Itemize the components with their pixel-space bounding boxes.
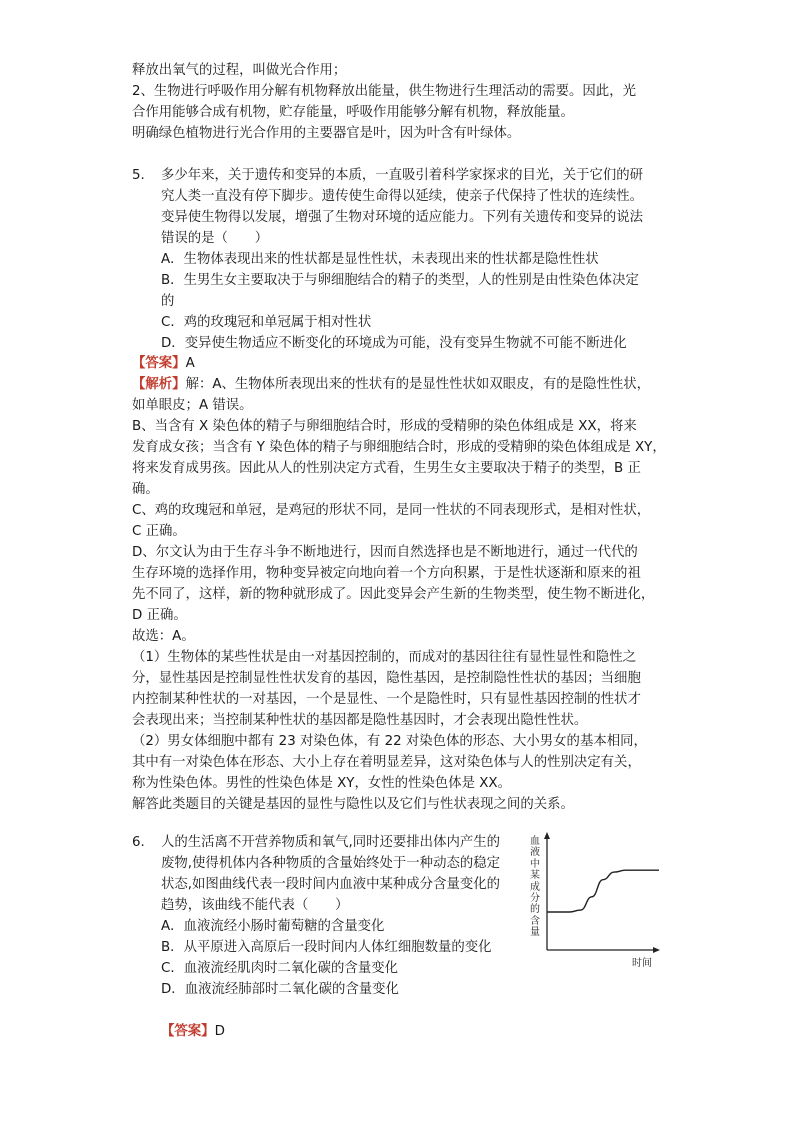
intro-line-2: 2、生物进行呼吸作用分解有机物释放出能量，供生物进行生理活动的需要。因此，光 [132, 84, 636, 99]
content-change-chart [527, 828, 663, 976]
question-6-option-a: A．血液流经小肠时葡萄糖的含量变化 [161, 919, 385, 934]
chart-y-arrow [544, 832, 550, 839]
analysis-line: 分，显性基因是控制显性性状发育的基因，隐性基因，是控制隐性性状的基因；当细胞 [132, 671, 641, 686]
intro-line-3: 合作用能够合成有机物，贮存能量，呼吸作用能够分解有机物，释放能量。 [132, 105, 574, 120]
question-6-option-d: D．血液流经肺部时二氧化碳的含量变化 [161, 982, 399, 997]
analysis-line: （2）男女体细胞中都有 23 对染色体，有 22 对染色体的形态、大小男女的基本相同， [132, 734, 647, 749]
answer-label: 【答案】 [161, 1024, 215, 1039]
question-6-stem-4: 趋势，该曲线不能代表（ ） [161, 898, 349, 913]
analysis-line: 故选：A。 [132, 629, 195, 644]
question-5-stem-1: 多少年来，关于遗传和变异的本质，一直吸引着科学家探求的目光，关于它们的研 [161, 168, 644, 183]
chart-series-line [547, 870, 659, 912]
question-5-option-a: A．生物体表现出来的性状都是显性性状，未表现出来的性状都是隐性性状 [161, 252, 599, 267]
question-6-stem-2: 废物,使得机体内各种物质的含量始终处于一种动态的稳定 [161, 856, 501, 871]
question-6-stem-1: 人的生活离不开营养物质和氧气,同时还要排出体内产生的 [161, 835, 501, 850]
question-5-option-b-cont: 的 [161, 294, 175, 309]
answer-value: D [214, 1024, 225, 1039]
analysis-label: 【解析】 [132, 377, 186, 392]
analysis-line: 其中有一对染色体在形态、大小上存在着明显差异，这对染色体与人的性别决定有关， [132, 755, 641, 770]
question-5-option-b: B．生男生女主要取决于与卵细胞结合的精子的类型，人的性别是由性染色体决定 [161, 273, 639, 288]
analysis-line: 确。 [132, 482, 159, 497]
question-5-option-c: C．鸡的玫瑰冠和单冠属于相对性状 [161, 315, 372, 330]
analysis-line: 内控制某种性状的一对基因，一个是显性、一个是隐性时，只有显性基因控制的性状才 [132, 692, 641, 707]
question-5-answer [132, 353, 672, 374]
chart-x-axis-label: 时间 [632, 958, 652, 969]
question-5-analysis-first [132, 374, 672, 395]
analysis-line: 称为性染色体。男性的性染色体是 XY，女性的性染色体是 XX。 [132, 776, 511, 791]
intro-line-4: 明确绿色植物进行光合作用的主要器官是叶，因为叶含有叶绿体。 [132, 126, 521, 141]
analysis-text: 解：A、生物体所表现出来的性状有的是显性性状如双眼皮，有的是隐性性状， [185, 377, 651, 392]
question-5-option-d: D．变异使生物适应不断变化的环境成为可能，没有变异生物就不可能不断进化 [161, 336, 627, 351]
analysis-line: D、尔文认为由于生存斗争不断地进行，因而自然选择也是不断地进行，通过一代代的 [132, 545, 638, 560]
question-6-stem-3: 状态,如图曲线代表一段时间内血液中某种成分含量变化的 [161, 877, 501, 892]
chart-x-arrow [653, 947, 660, 953]
question-5-stem-2: 究人类一直没有停下脚步。遗传使生命得以延续，使亲子代保持了性状的连续性。 [161, 189, 644, 204]
analysis-line: C、鸡的玫瑰冠和单冠，是鸡冠的形状不同，是同一性状的不同表现形式，是相对性状， [132, 503, 651, 518]
answer-value: A [185, 356, 195, 371]
question-5-stem-3: 变异使生物得以发展，增强了生物对环境的适应能力。下列有关遗传和变异的说法 [161, 210, 644, 225]
answer-label: 【答案】 [132, 356, 186, 371]
analysis-line: 将来发育成男孩。因此从人的性别决定方式看，生男生女主要取决于精子的类型，B 正 [132, 461, 641, 476]
question-6-option-c: C．血液流经肌肉时二氧化碳的含量变化 [161, 961, 398, 976]
question-6-answer [161, 1021, 701, 1042]
chart-y-axis-label: 血液中某成分的含量 [530, 836, 540, 939]
analysis-line: （1）生物体的某些性状是由一对基因控制的，而成对的基因往往有显性显性和隐性之 [132, 650, 636, 665]
question-5-number: 5. [132, 168, 145, 183]
question-6-number: 6. [132, 835, 145, 850]
analysis-line: D 正确。 [132, 608, 187, 623]
analysis-line: 会表现出来；当控制某种性状的基因都是隐性基因时，才会表现出隐性性状。 [132, 713, 588, 728]
chart-plot-area [527, 828, 663, 958]
question-5-stem-4: 错误的是（ ） [161, 231, 269, 246]
analysis-line: 解答此类题目的关键是基因的显性与隐性以及它们与性状表现之间的关系。 [132, 797, 574, 812]
analysis-line: 如单眼皮；A 错误。 [132, 398, 253, 413]
intro-line-1: 释放出氧气的过程，叫做光合作用； [132, 63, 347, 78]
analysis-line: 先不同了，这样，新的物种就形成了。因此变异会产生新的生物类型，使生物不断进化， [132, 587, 655, 602]
analysis-line: 发育成女孩；当含有 Y 染色体的精子与卵细胞结合时，形成的受精卵的染色体组成是 XY， [132, 440, 666, 455]
analysis-line: B、当含有 X 染色体的精子与卵细胞结合时，形成的受精卵的染色体组成是 XX，将来 [132, 419, 637, 434]
question-6-option-b: B．从平原进入高原后一段时间内人体红细胞数量的变化 [161, 940, 492, 955]
analysis-line: 生存环境的选择作用，物种变异被定向地向着一个方向积累，于是性状逐渐和原来的祖 [132, 566, 641, 581]
analysis-line: C 正确。 [132, 524, 186, 539]
